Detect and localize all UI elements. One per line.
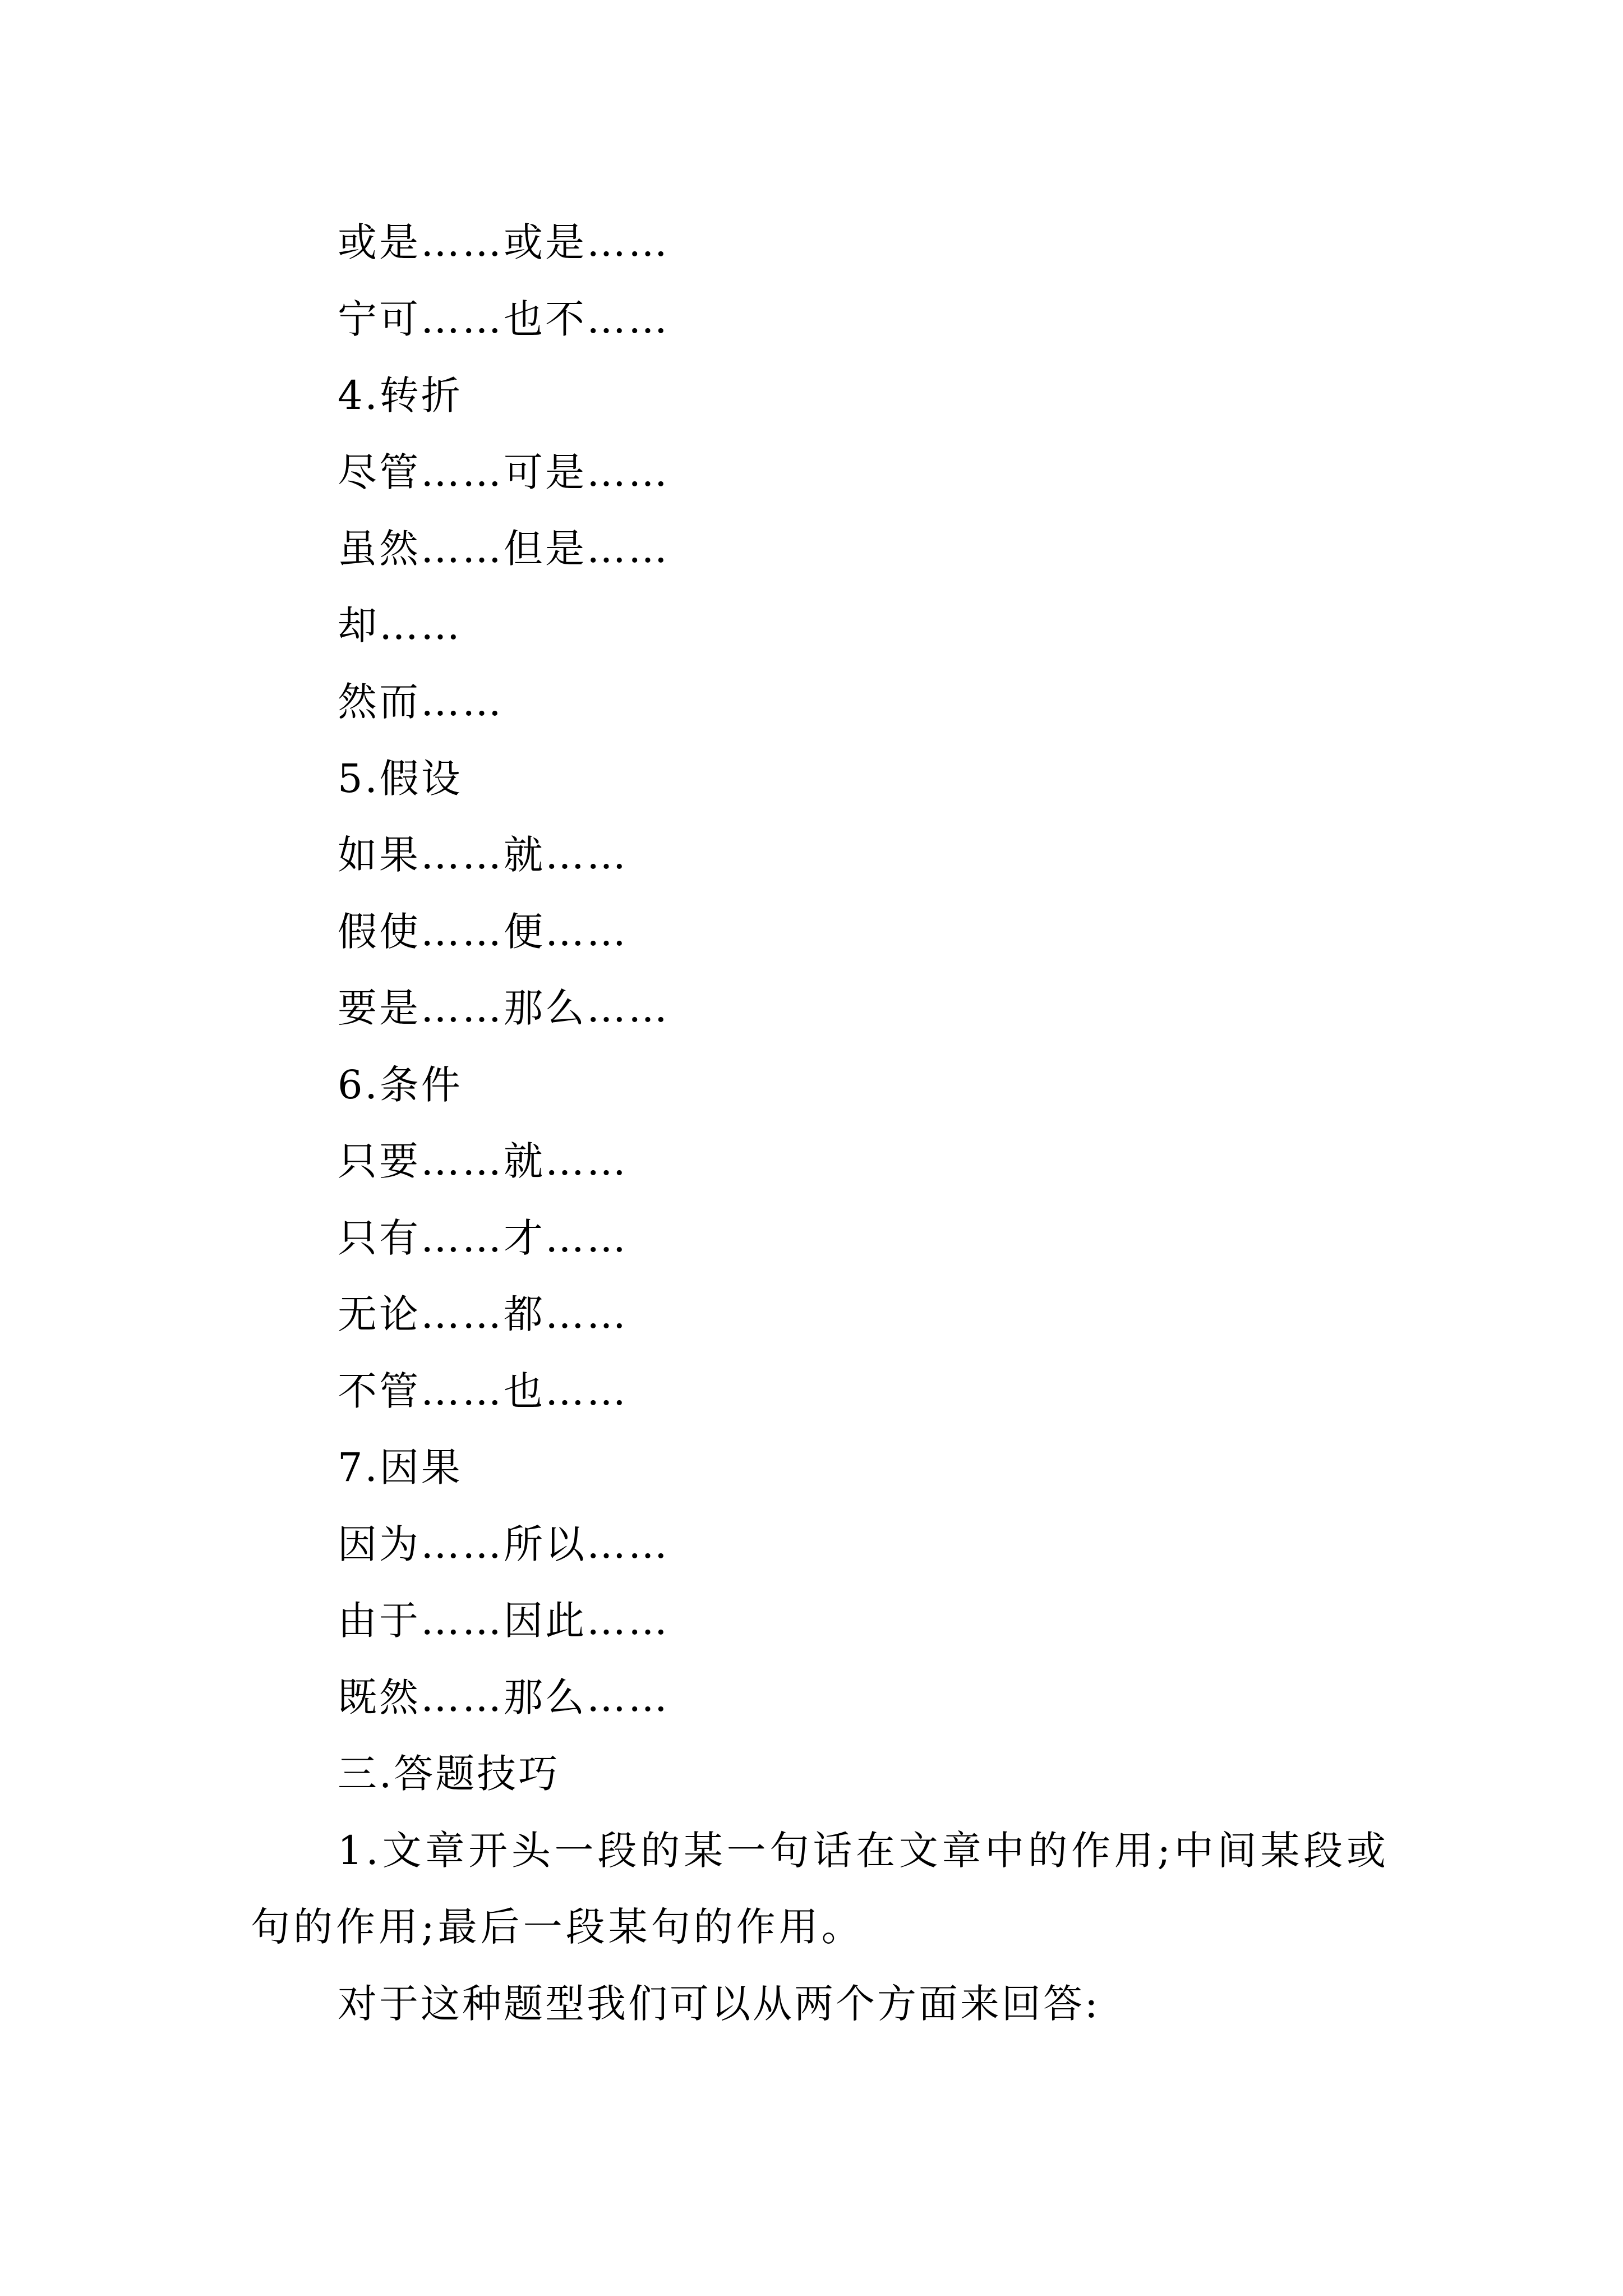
text-line: 要是……那么…… bbox=[338, 985, 670, 1031]
text-line: 无论……都…… bbox=[338, 1291, 628, 1337]
text-line: 只有……才…… bbox=[338, 1214, 628, 1261]
section-heading: 6.条件 bbox=[338, 1061, 463, 1108]
paragraph: 对于这种题型我们可以从两个方面来回答: bbox=[338, 1980, 1100, 2027]
document-body bbox=[251, 204, 1389, 2042]
text-line: 假使……便…… bbox=[338, 908, 628, 955]
section-heading: 4.转折 bbox=[338, 372, 463, 418]
section-heading: 三.答题技巧 bbox=[338, 1751, 560, 1797]
text-line: 尽管……可是…… bbox=[338, 449, 670, 495]
text-line: 却…… bbox=[338, 602, 462, 648]
paragraph: 1.文章开头一段的某一句话在文章中的作用;中间某段或句的作用;最后一段某句的作用。 bbox=[251, 1827, 1389, 1950]
text-line: 因为……所以…… bbox=[338, 1521, 670, 1567]
text-line: 只要……就…… bbox=[338, 1138, 628, 1184]
text-line: 既然……那么…… bbox=[338, 1674, 670, 1720]
text-line: 如果……就…… bbox=[338, 832, 628, 878]
section-heading: 7.因果 bbox=[338, 1444, 463, 1490]
text-line: 然而…… bbox=[338, 679, 504, 725]
text-line: 不管……也…… bbox=[338, 1368, 628, 1414]
text-line: 或是……或是…… bbox=[338, 219, 670, 265]
section-heading: 5.假设 bbox=[338, 755, 463, 802]
text-line: 虽然……但是…… bbox=[338, 526, 670, 572]
text-line: 宁可……也不…… bbox=[338, 296, 670, 342]
text-line: 由于……因此…… bbox=[338, 1598, 670, 1644]
